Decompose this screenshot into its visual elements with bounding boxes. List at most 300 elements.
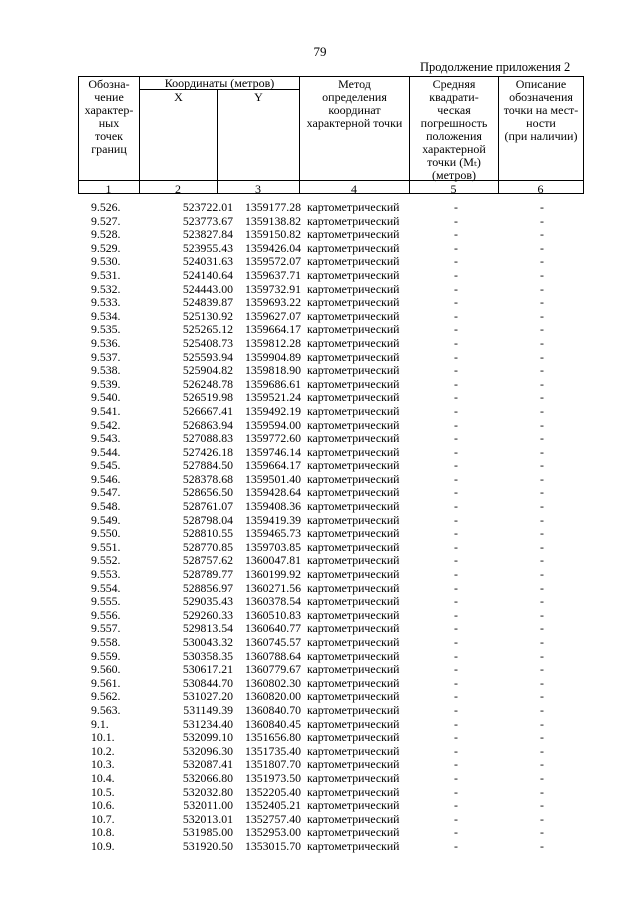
method: картометрический xyxy=(307,403,400,418)
header-line: ности xyxy=(526,116,556,130)
description: - xyxy=(540,335,544,350)
description: - xyxy=(540,580,544,595)
method: картометрический xyxy=(307,213,400,228)
coord-y: 1359419.39 xyxy=(244,512,301,527)
point-id: 9.545. xyxy=(91,458,121,473)
point-id: 9.552. xyxy=(91,553,121,568)
point-id: 10.3. xyxy=(91,757,115,772)
coord-y: 1352205.40 xyxy=(244,784,301,799)
description: - xyxy=(540,811,544,826)
point-id: 9.546. xyxy=(91,471,121,486)
error: - xyxy=(454,553,458,568)
header-line: Средняя xyxy=(432,77,476,91)
table-row xyxy=(0,840,640,854)
table-row xyxy=(0,541,640,555)
method: картометрический xyxy=(307,716,400,731)
header-line: Описание xyxy=(515,77,567,91)
description: - xyxy=(540,227,544,242)
coord-x: 523722.01 xyxy=(182,200,233,214)
header-line: чение xyxy=(94,90,124,104)
coord-y: 1351973.50 xyxy=(244,770,301,785)
error: - xyxy=(454,403,458,418)
error: - xyxy=(454,648,458,663)
point-id: 9.549. xyxy=(91,512,121,527)
description: - xyxy=(540,308,544,323)
description: - xyxy=(540,512,544,527)
coord-x: 527088.83 xyxy=(182,431,233,446)
method: картометрический xyxy=(307,335,400,350)
point-id: 9.542. xyxy=(91,417,121,432)
point-id: 10.9. xyxy=(91,838,115,853)
description: - xyxy=(540,499,544,514)
point-id: 9.559. xyxy=(91,648,121,663)
method: картометрический xyxy=(307,784,400,799)
description: - xyxy=(540,770,544,785)
coord-y: 1359772.60 xyxy=(244,431,301,446)
description: - xyxy=(540,648,544,663)
method: картометрический xyxy=(307,281,400,296)
table-row xyxy=(0,786,640,800)
coord-y: 1360378.54 xyxy=(244,594,301,609)
header-line: Обозна- xyxy=(88,77,130,91)
table-row xyxy=(0,731,640,745)
coord-x: 529035.43 xyxy=(182,594,233,609)
table-row xyxy=(0,758,640,772)
coord-x: 524140.64 xyxy=(182,267,233,282)
table-row xyxy=(0,568,640,582)
continuation-title: Продолжение приложения 2 xyxy=(420,60,571,74)
coord-y: 1359465.73 xyxy=(244,526,301,541)
method: картометрический xyxy=(307,662,400,677)
coord-y: 1360510.83 xyxy=(244,607,301,622)
header-col6 xyxy=(499,78,583,143)
point-id: 10.2. xyxy=(91,743,115,758)
description: - xyxy=(540,471,544,486)
point-id: 9.543. xyxy=(91,431,121,446)
coord-y: 1359686.61 xyxy=(244,376,301,391)
error: - xyxy=(454,798,458,813)
coord-y: 1353015.70 xyxy=(244,838,301,853)
coord-x: 523827.84 xyxy=(182,227,233,242)
description: - xyxy=(540,689,544,704)
description: - xyxy=(540,267,544,282)
coord-x: 530358.35 xyxy=(182,648,233,663)
coord-x: 526863.94 xyxy=(182,417,233,432)
point-id: 10.5. xyxy=(91,784,115,799)
table-row xyxy=(0,296,640,310)
error: - xyxy=(454,499,458,514)
coord-x: 524031.63 xyxy=(182,254,233,269)
table-row xyxy=(0,459,640,473)
coord-x: 526667.41 xyxy=(182,403,233,418)
table-row xyxy=(0,650,640,664)
method: картометрический xyxy=(307,838,400,853)
error: - xyxy=(454,702,458,717)
method: картометрический xyxy=(307,743,400,758)
header-line: определения xyxy=(322,90,387,104)
point-id: 9.539. xyxy=(91,376,121,391)
method: картометрический xyxy=(307,363,400,378)
method: картометрический xyxy=(307,526,400,541)
error: - xyxy=(454,335,458,350)
error: - xyxy=(454,607,458,622)
error: - xyxy=(454,811,458,826)
coord-x: 525593.94 xyxy=(182,349,233,364)
coord-x: 532099.10 xyxy=(182,730,233,745)
description: - xyxy=(540,254,544,269)
description: - xyxy=(540,784,544,799)
header-vrule xyxy=(217,89,218,194)
error: - xyxy=(454,281,458,296)
error: - xyxy=(454,471,458,486)
column-number: 4 xyxy=(351,182,357,196)
coord-x: 532096.30 xyxy=(182,743,233,758)
table-row xyxy=(0,813,640,827)
table-row xyxy=(0,772,640,786)
coord-x: 528789.77 xyxy=(182,567,233,582)
coord-x: 524443.00 xyxy=(182,281,233,296)
error: - xyxy=(454,825,458,840)
header-col1 xyxy=(79,78,139,156)
method: картометрический xyxy=(307,458,400,473)
description: - xyxy=(540,281,544,296)
description: - xyxy=(540,675,544,690)
method: картометрический xyxy=(307,553,400,568)
method: картометрический xyxy=(307,431,400,446)
coord-y: 1352757.40 xyxy=(244,811,301,826)
method: картометрический xyxy=(307,485,400,500)
method: картометрический xyxy=(307,267,400,282)
point-id: 9.558. xyxy=(91,635,121,649)
coord-x: 523955.43 xyxy=(182,240,233,255)
point-id: 9.556. xyxy=(91,607,121,622)
table-row xyxy=(0,527,640,541)
method: картометрический xyxy=(307,811,400,826)
coord-x: 528378.68 xyxy=(182,471,233,486)
description: - xyxy=(540,213,544,228)
coord-x: 526248.78 xyxy=(182,376,233,391)
description: - xyxy=(540,390,544,405)
error: - xyxy=(454,349,458,364)
header-line: Метод xyxy=(338,77,371,91)
header-line: точек xyxy=(95,129,123,143)
table-row xyxy=(0,486,640,500)
error: - xyxy=(454,512,458,527)
method: картометрический xyxy=(307,621,400,636)
coord-y: 1352405.21 xyxy=(244,798,301,813)
coord-y: 1351656.80 xyxy=(244,730,301,745)
coord-x: 528656.50 xyxy=(182,485,233,500)
description: - xyxy=(540,553,544,568)
header-line: точки (Mₜ) xyxy=(427,155,481,169)
point-id: 9.560. xyxy=(91,662,121,677)
point-id: 9.531. xyxy=(91,267,121,282)
description: - xyxy=(540,621,544,636)
coord-y: 1360840.70 xyxy=(244,702,301,717)
description: - xyxy=(540,349,544,364)
coord-y: 1359501.40 xyxy=(244,471,301,486)
error: - xyxy=(454,675,458,690)
coord-x: 526519.98 xyxy=(182,390,233,405)
coord-y: 1360047.81 xyxy=(244,553,301,568)
description: - xyxy=(540,417,544,432)
error: - xyxy=(454,567,458,582)
table-row xyxy=(0,826,640,840)
error: - xyxy=(454,240,458,255)
point-id: 9.562. xyxy=(91,689,121,704)
coord-y: 1352953.00 xyxy=(244,825,301,840)
error: - xyxy=(454,743,458,758)
method: картометрический xyxy=(307,499,400,514)
method: картометрический xyxy=(307,702,400,717)
table-row xyxy=(0,405,640,419)
method: картометрический xyxy=(307,770,400,785)
coord-y: 1359637.71 xyxy=(244,267,301,282)
header-line: положения xyxy=(426,129,482,143)
coord-y: 1359521.24 xyxy=(244,390,301,405)
coord-x: 532066.80 xyxy=(182,770,233,785)
point-id: 9.548. xyxy=(91,499,121,514)
coord-y: 1359703.85 xyxy=(244,539,301,554)
coordinates-table-body xyxy=(0,201,640,854)
point-id: 9.533. xyxy=(91,295,121,310)
column-number: 1 xyxy=(105,182,112,196)
coord-y: 1359818.90 xyxy=(244,363,301,378)
table-row xyxy=(0,690,640,704)
coord-y: 1359150.82 xyxy=(244,227,301,242)
header-line: квадрати- xyxy=(429,90,479,104)
table-row xyxy=(0,473,640,487)
description: - xyxy=(540,322,544,337)
coord-y: 1359746.14 xyxy=(244,444,301,459)
description: - xyxy=(540,702,544,717)
coord-x: 529813.54 xyxy=(182,621,233,636)
method: картометрический xyxy=(307,444,400,459)
point-id: 10.1. xyxy=(91,730,115,745)
table-row xyxy=(0,215,640,229)
coord-x: 525130.92 xyxy=(182,308,233,323)
table-row xyxy=(0,364,640,378)
coord-x: 531234.40 xyxy=(182,716,233,731)
description: - xyxy=(540,662,544,677)
coord-y: 1359664.17 xyxy=(244,322,301,337)
table-row xyxy=(0,677,640,691)
point-id: 9.541. xyxy=(91,403,121,418)
method: картометрический xyxy=(307,607,400,622)
coord-x: 527426.18 xyxy=(182,444,233,459)
error: - xyxy=(454,580,458,595)
table-row xyxy=(0,391,640,405)
method: картометрический xyxy=(307,417,400,432)
header-line: координат xyxy=(328,103,381,117)
description: - xyxy=(540,716,544,731)
table-row xyxy=(0,337,640,351)
coord-y: 1360271.56 xyxy=(244,580,301,595)
method: картометрический xyxy=(307,757,400,772)
error: - xyxy=(454,267,458,282)
header-line: характерной точки xyxy=(306,116,403,130)
method: картометрический xyxy=(307,322,400,337)
error: - xyxy=(454,662,458,677)
table-row xyxy=(0,799,640,813)
error: - xyxy=(454,417,458,432)
table-row xyxy=(0,323,640,337)
header-col-y: Y xyxy=(254,90,263,104)
method: картометрический xyxy=(307,689,400,704)
error: - xyxy=(454,322,458,337)
header-line: характер- xyxy=(84,103,134,117)
point-id: 9.534. xyxy=(91,308,121,323)
description: - xyxy=(540,730,544,745)
method: картометрический xyxy=(307,512,400,527)
coord-y: 1359492.19 xyxy=(244,403,301,418)
coord-x: 528757.62 xyxy=(182,553,233,568)
error: - xyxy=(454,431,458,446)
table-row xyxy=(0,419,640,433)
coord-x: 530844.70 xyxy=(182,675,233,690)
header-vrule xyxy=(583,76,584,194)
description: - xyxy=(540,757,544,772)
coord-x: 532087.41 xyxy=(182,757,233,772)
page-number: 79 xyxy=(313,44,327,59)
point-id: 9.528. xyxy=(91,227,121,242)
point-id: 9.540. xyxy=(91,390,121,405)
coord-y: 1359177.28 xyxy=(244,200,301,214)
error: - xyxy=(454,757,458,772)
error: - xyxy=(454,458,458,473)
header-line: ных xyxy=(98,116,120,130)
table-row xyxy=(0,595,640,609)
coord-x: 528770.85 xyxy=(182,539,233,554)
table-row xyxy=(0,663,640,677)
header-col5 xyxy=(410,78,498,182)
description: - xyxy=(540,743,544,758)
description: - xyxy=(540,240,544,255)
table-row xyxy=(0,514,640,528)
method: картометрический xyxy=(307,635,400,649)
error: - xyxy=(454,200,458,214)
coord-x: 527884.50 xyxy=(182,458,233,473)
coord-y: 1359904.89 xyxy=(244,349,301,364)
point-id: 10.6. xyxy=(91,798,115,813)
point-id: 9.551. xyxy=(91,539,121,554)
column-number: 6 xyxy=(537,182,544,196)
error: - xyxy=(454,227,458,242)
point-id: 9.535. xyxy=(91,322,121,337)
coord-x: 528810.55 xyxy=(182,526,233,541)
header-line: характерной xyxy=(422,142,486,156)
coord-x: 532032.80 xyxy=(182,784,233,799)
error: - xyxy=(454,526,458,541)
error: - xyxy=(454,689,458,704)
table-row xyxy=(0,255,640,269)
point-id: 9.555. xyxy=(91,594,121,609)
point-id: 9.1. xyxy=(91,716,109,731)
header-line: (при наличии) xyxy=(504,129,578,143)
table-row xyxy=(0,636,640,650)
description: - xyxy=(540,539,544,554)
description: - xyxy=(540,376,544,391)
point-id: 9.536. xyxy=(91,335,121,350)
header-divider-rule xyxy=(78,180,583,181)
header-col4 xyxy=(300,78,409,130)
coord-y: 1360840.45 xyxy=(244,716,301,731)
method: картометрический xyxy=(307,295,400,310)
coord-x: 528798.04 xyxy=(182,512,233,527)
coord-y: 1359664.17 xyxy=(244,458,301,473)
coord-x: 528761.07 xyxy=(182,499,233,514)
header-line: точки на мест- xyxy=(503,103,579,117)
description: - xyxy=(540,825,544,840)
point-id: 9.557. xyxy=(91,621,121,636)
coord-y: 1359408.36 xyxy=(244,499,301,514)
coord-y: 1359594.00 xyxy=(244,417,301,432)
table-row xyxy=(0,609,640,623)
coord-x: 525904.82 xyxy=(182,363,233,378)
coord-x: 524839.87 xyxy=(182,295,233,310)
description: - xyxy=(540,403,544,418)
table-row xyxy=(0,745,640,759)
coord-x: 530617.21 xyxy=(182,662,233,677)
method: картометрический xyxy=(307,471,400,486)
description: - xyxy=(540,363,544,378)
error: - xyxy=(454,838,458,853)
header-line: погрешность xyxy=(420,116,488,130)
point-id: 10.4. xyxy=(91,770,115,785)
error: - xyxy=(454,539,458,554)
coord-y: 1351735.40 xyxy=(244,743,301,758)
error: - xyxy=(454,444,458,459)
table-row xyxy=(0,704,640,718)
header-line: границ xyxy=(91,142,127,156)
table-row xyxy=(0,269,640,283)
method: картометрический xyxy=(307,648,400,663)
error: - xyxy=(454,254,458,269)
table-row xyxy=(0,201,640,215)
description: - xyxy=(540,607,544,622)
coord-y: 1359812.28 xyxy=(244,335,301,350)
description: - xyxy=(540,458,544,473)
header-coords-group: Координаты (метров) xyxy=(164,76,275,90)
point-id: 9.527. xyxy=(91,213,121,228)
coord-y: 1360640.77 xyxy=(244,621,301,636)
description: - xyxy=(540,295,544,310)
error: - xyxy=(454,308,458,323)
header-line: (метров) xyxy=(432,168,476,182)
coord-y: 1359428.64 xyxy=(244,485,301,500)
description: - xyxy=(540,444,544,459)
coord-x: 528856.97 xyxy=(182,580,233,595)
error: - xyxy=(454,295,458,310)
error: - xyxy=(454,635,458,649)
method: картометрический xyxy=(307,798,400,813)
method: картометрический xyxy=(307,594,400,609)
coord-x: 523773.67 xyxy=(182,213,233,228)
error: - xyxy=(454,716,458,731)
coord-x: 531027.20 xyxy=(182,689,233,704)
column-number: 5 xyxy=(450,182,457,196)
method: картометрический xyxy=(307,580,400,595)
method: картометрический xyxy=(307,539,400,554)
table-row xyxy=(0,432,640,446)
point-id: 9.544. xyxy=(91,444,121,459)
error: - xyxy=(454,770,458,785)
coord-x: 532013.01 xyxy=(182,811,233,826)
description: - xyxy=(540,526,544,541)
description: - xyxy=(540,567,544,582)
coord-y: 1360788.64 xyxy=(244,648,301,663)
error: - xyxy=(454,621,458,636)
